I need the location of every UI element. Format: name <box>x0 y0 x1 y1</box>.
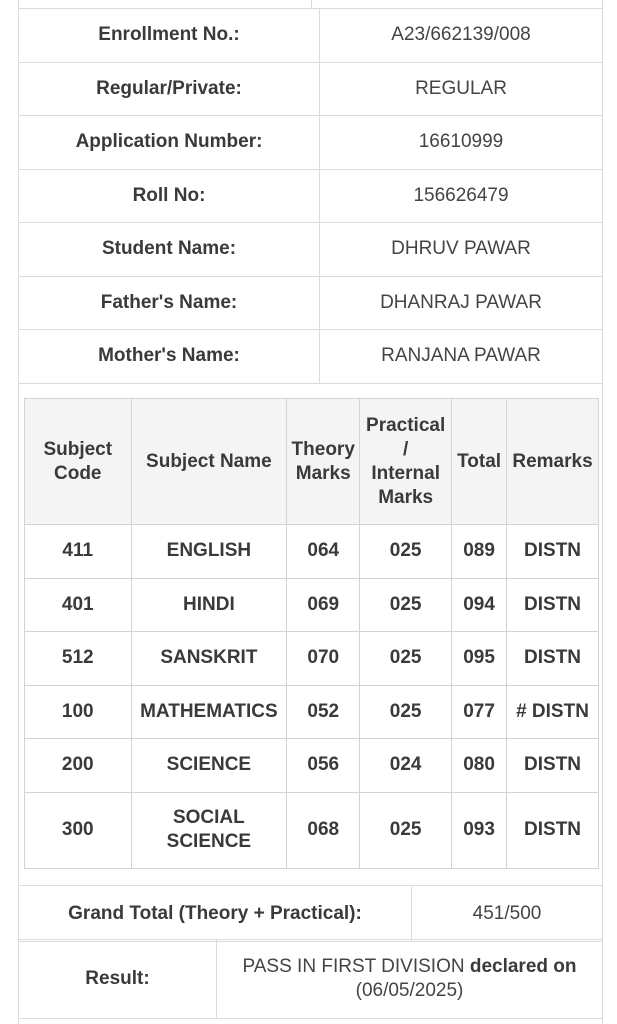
grand-total-value: 451/500 <box>412 886 603 942</box>
remarks: DISTN <box>507 578 599 632</box>
total-marks: 094 <box>452 578 507 632</box>
header-remarks: Remarks <box>507 399 599 525</box>
info-value: DHANRAJ PAWAR <box>320 276 603 330</box>
result-table <box>18 939 603 1019</box>
info-row-application-number <box>19 116 603 170</box>
practical-marks: 025 <box>360 525 452 579</box>
result-value <box>217 940 603 1019</box>
grand-total-row <box>19 886 603 942</box>
header-practical-marks: Practical / Internal Marks <box>360 399 452 525</box>
total-marks: 080 <box>452 739 507 793</box>
table-row <box>25 632 599 686</box>
info-label: Mother's Name: <box>19 330 320 384</box>
info-value: 16610999 <box>320 116 603 170</box>
result-date: (06/05/2025) <box>355 980 464 1001</box>
info-row-regular-private <box>19 62 603 116</box>
subject-name: ENGLISH <box>131 525 287 579</box>
header-total: Total <box>452 399 507 525</box>
info-row-mother-name <box>19 330 603 384</box>
info-row-father-name <box>19 276 603 330</box>
student-info-table <box>18 8 603 384</box>
table-row <box>25 578 599 632</box>
info-label: Roll No: <box>19 169 320 223</box>
header-subject-name: Subject Name <box>131 399 287 525</box>
result-status: PASS IN FIRST DIVISION <box>242 956 465 977</box>
subject-name: SANSKRIT <box>131 632 287 686</box>
subject-code: 100 <box>25 685 132 739</box>
theory-marks: 056 <box>287 739 360 793</box>
info-label: Father's Name: <box>19 276 320 330</box>
theory-marks: 064 <box>287 525 360 579</box>
practical-marks: 025 <box>360 685 452 739</box>
theory-marks: 052 <box>287 685 360 739</box>
subject-code: 512 <box>25 632 132 686</box>
subject-code: 411 <box>25 525 132 579</box>
practical-marks: 024 <box>360 739 452 793</box>
result-row <box>19 940 603 1019</box>
remarks: DISTN <box>507 792 599 868</box>
marks-table <box>24 398 599 869</box>
info-row-student-name <box>19 223 603 277</box>
subject-code: 200 <box>25 739 132 793</box>
info-label: Student Name: <box>19 223 320 277</box>
remarks: DISTN <box>507 525 599 579</box>
table-row <box>25 685 599 739</box>
remarks: DISTN <box>507 632 599 686</box>
practical-marks: 025 <box>360 578 452 632</box>
info-value: A23/662139/008 <box>320 9 603 63</box>
subject-name: MATHEMATICS <box>131 685 287 739</box>
table-row <box>25 792 599 868</box>
header-subject-code: Subject Code <box>25 399 132 525</box>
marks-header-row <box>25 399 599 525</box>
grand-total-table <box>18 885 603 942</box>
info-label: Regular/Private: <box>19 62 320 116</box>
info-value: DHRUV PAWAR <box>320 223 603 277</box>
info-row-roll-no <box>19 169 603 223</box>
theory-marks: 070 <box>287 632 360 686</box>
info-value: 156626479 <box>320 169 603 223</box>
practical-marks: 025 <box>360 632 452 686</box>
remarks: DISTN <box>507 739 599 793</box>
subject-code: 300 <box>25 792 132 868</box>
info-label: Enrollment No.: <box>19 9 320 63</box>
table-row <box>25 525 599 579</box>
info-value: REGULAR <box>320 62 603 116</box>
total-marks: 093 <box>452 792 507 868</box>
remarks: # DISTN <box>507 685 599 739</box>
subject-name: HINDI <box>131 578 287 632</box>
info-label: Application Number: <box>19 116 320 170</box>
theory-marks: 068 <box>287 792 360 868</box>
total-marks: 095 <box>452 632 507 686</box>
total-marks: 089 <box>452 525 507 579</box>
subject-name: SCIENCE <box>131 739 287 793</box>
result-label: Result: <box>19 940 217 1019</box>
table-row <box>25 739 599 793</box>
top-table-edge <box>18 0 603 8</box>
subject-code: 401 <box>25 578 132 632</box>
subject-name: SOCIAL SCIENCE <box>131 792 287 868</box>
header-theory-marks: Theory Marks <box>287 399 360 525</box>
theory-marks: 069 <box>287 578 360 632</box>
info-value: RANJANA PAWAR <box>320 330 603 384</box>
practical-marks: 025 <box>360 792 452 868</box>
total-marks: 077 <box>452 685 507 739</box>
result-declared-text: declared on <box>469 956 577 977</box>
grand-total-label: Grand Total (Theory + Practical): <box>19 886 412 942</box>
info-row-enrollment <box>19 9 603 63</box>
